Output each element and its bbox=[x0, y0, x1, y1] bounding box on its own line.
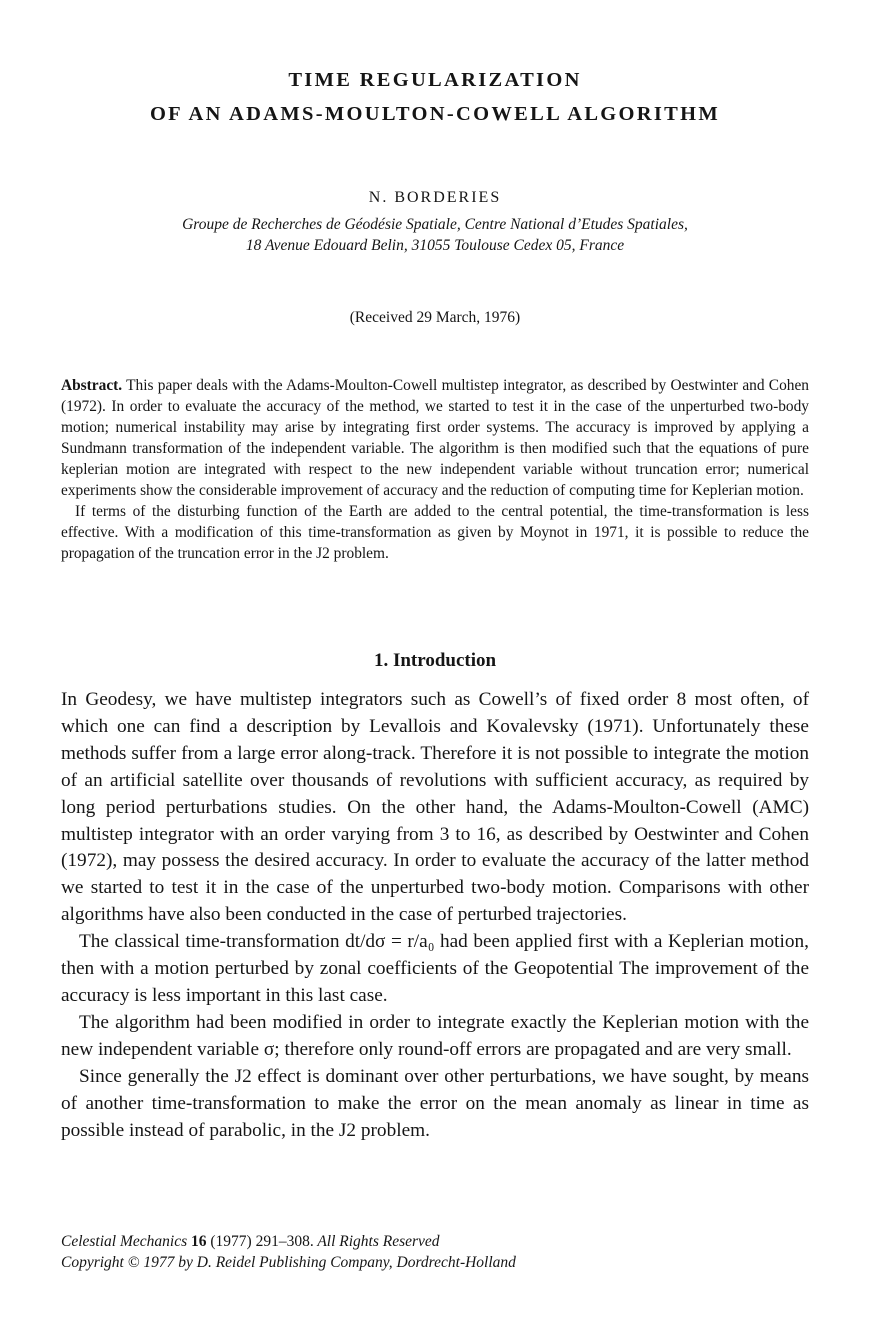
abstract-paragraph-2: If terms of the disturbing function of the Earth are added to the central potential, the time-transformation is less effective. With a modification of this time-transformation as given by Moynot in 1971, it is possible to reduce the propagation of the truncation error in the J2 problem. bbox=[61, 503, 809, 562]
intro-paragraph-4: Since generally the J2 effect is dominant over other perturbations, we have sought, by means of another time-transformation to make the error on the mean anomaly as linear in time as possible instead of parabolic, in the J2 problem. bbox=[61, 1065, 809, 1141]
abstract bbox=[61, 375, 809, 564]
intro-paragraph-2: The classical time-transformation dt/dσ = r/a₀ had been applied first with a Keplerian motion, then with a motion perturbed by zonal coefficients of the Geopotential The improvement of the accuracy is less important in this last case. bbox=[61, 931, 809, 1006]
journal-year-pages: (1977) 291–308. bbox=[210, 1233, 314, 1250]
abstract-paragraph-1 bbox=[61, 375, 809, 501]
section-heading-introduction: 1. Introduction bbox=[373, 650, 497, 671]
affiliation-line-1: Groupe de Recherches de Géodésie Spatiale, Centre National d’Etudes Spatiales, bbox=[182, 216, 688, 233]
intro-paragraph-3: The algorithm had been modified in order to integrate exactly the Keplerian motion with the new independent variable σ; therefore only round-off errors are propagated and are very small. bbox=[61, 1011, 809, 1060]
introduction-body bbox=[61, 687, 809, 1144]
received-date: (Received 29 March, 1976) bbox=[349, 309, 521, 326]
paper-title-line-1: TIME REGULARIZATION bbox=[288, 69, 582, 91]
abstract-label: Abstract. bbox=[61, 377, 123, 394]
paper-title-line-2: OF AN ADAMS-MOULTON-COWELL ALGORITHM bbox=[149, 103, 721, 125]
journal-name: Celestial Mechanics bbox=[61, 1233, 188, 1250]
page-footer bbox=[61, 1231, 809, 1273]
author-name: N. BORDERIES bbox=[368, 189, 502, 206]
intro-paragraph-1: In Geodesy, we have multistep integrators such as Cowell’s of fixed order 8 most often, of which one can find a description by Levallois and Kovalevsky (1971). Unfortunately these methods suffer from a large error along-track. Therefore it is not possible to integrate the motion of an artificial satellite over thousands of revolutions with sufficient accuracy, as required by long period perturbations studies. On the other hand, the Adams-Moulton-Cowell (AMC) multistep integrator with an order varying from 3 to 16, as described by Oestwinter and Cohen (1972), may possess the desired accuracy. In order to evaluate the accuracy of the latter method we started to test it in the case of the unperturbed two-body motion. Comparisons with other algorithms have also been conducted in the case of perturbed trajectories. bbox=[61, 689, 809, 926]
copyright-line: Copyright © 1977 by D. Reidel Publishing Company, Dordrecht-Holland bbox=[61, 1254, 516, 1271]
citation-line bbox=[61, 1231, 809, 1252]
affiliation-line-2: 18 Avenue Edouard Belin, 31055 Toulouse Cedex 05, France bbox=[245, 237, 625, 254]
journal-volume: 16 bbox=[191, 1233, 207, 1250]
abstract-text-1: This paper deals with the Adams-Moulton-Cowell multistep integrator, as described by Oestwinter and Cohen (1972). In order to evaluate the accuracy of the method, we started to test it in the case of the unperturbed two-body motion; numerical instability may arise by integrating first order systems. The accuracy is improved by applying a Sundmann transformation of the independent variable. The algorithm is then modified such that the equations of pure keplerian motion are integrated with respect to the new independent variable without truncation error; numerical experiments show the considerable improvement of accuracy and the reduction of computing time for Keplerian motion. bbox=[61, 377, 809, 499]
rights-statement: All Rights Reserved bbox=[317, 1233, 440, 1250]
